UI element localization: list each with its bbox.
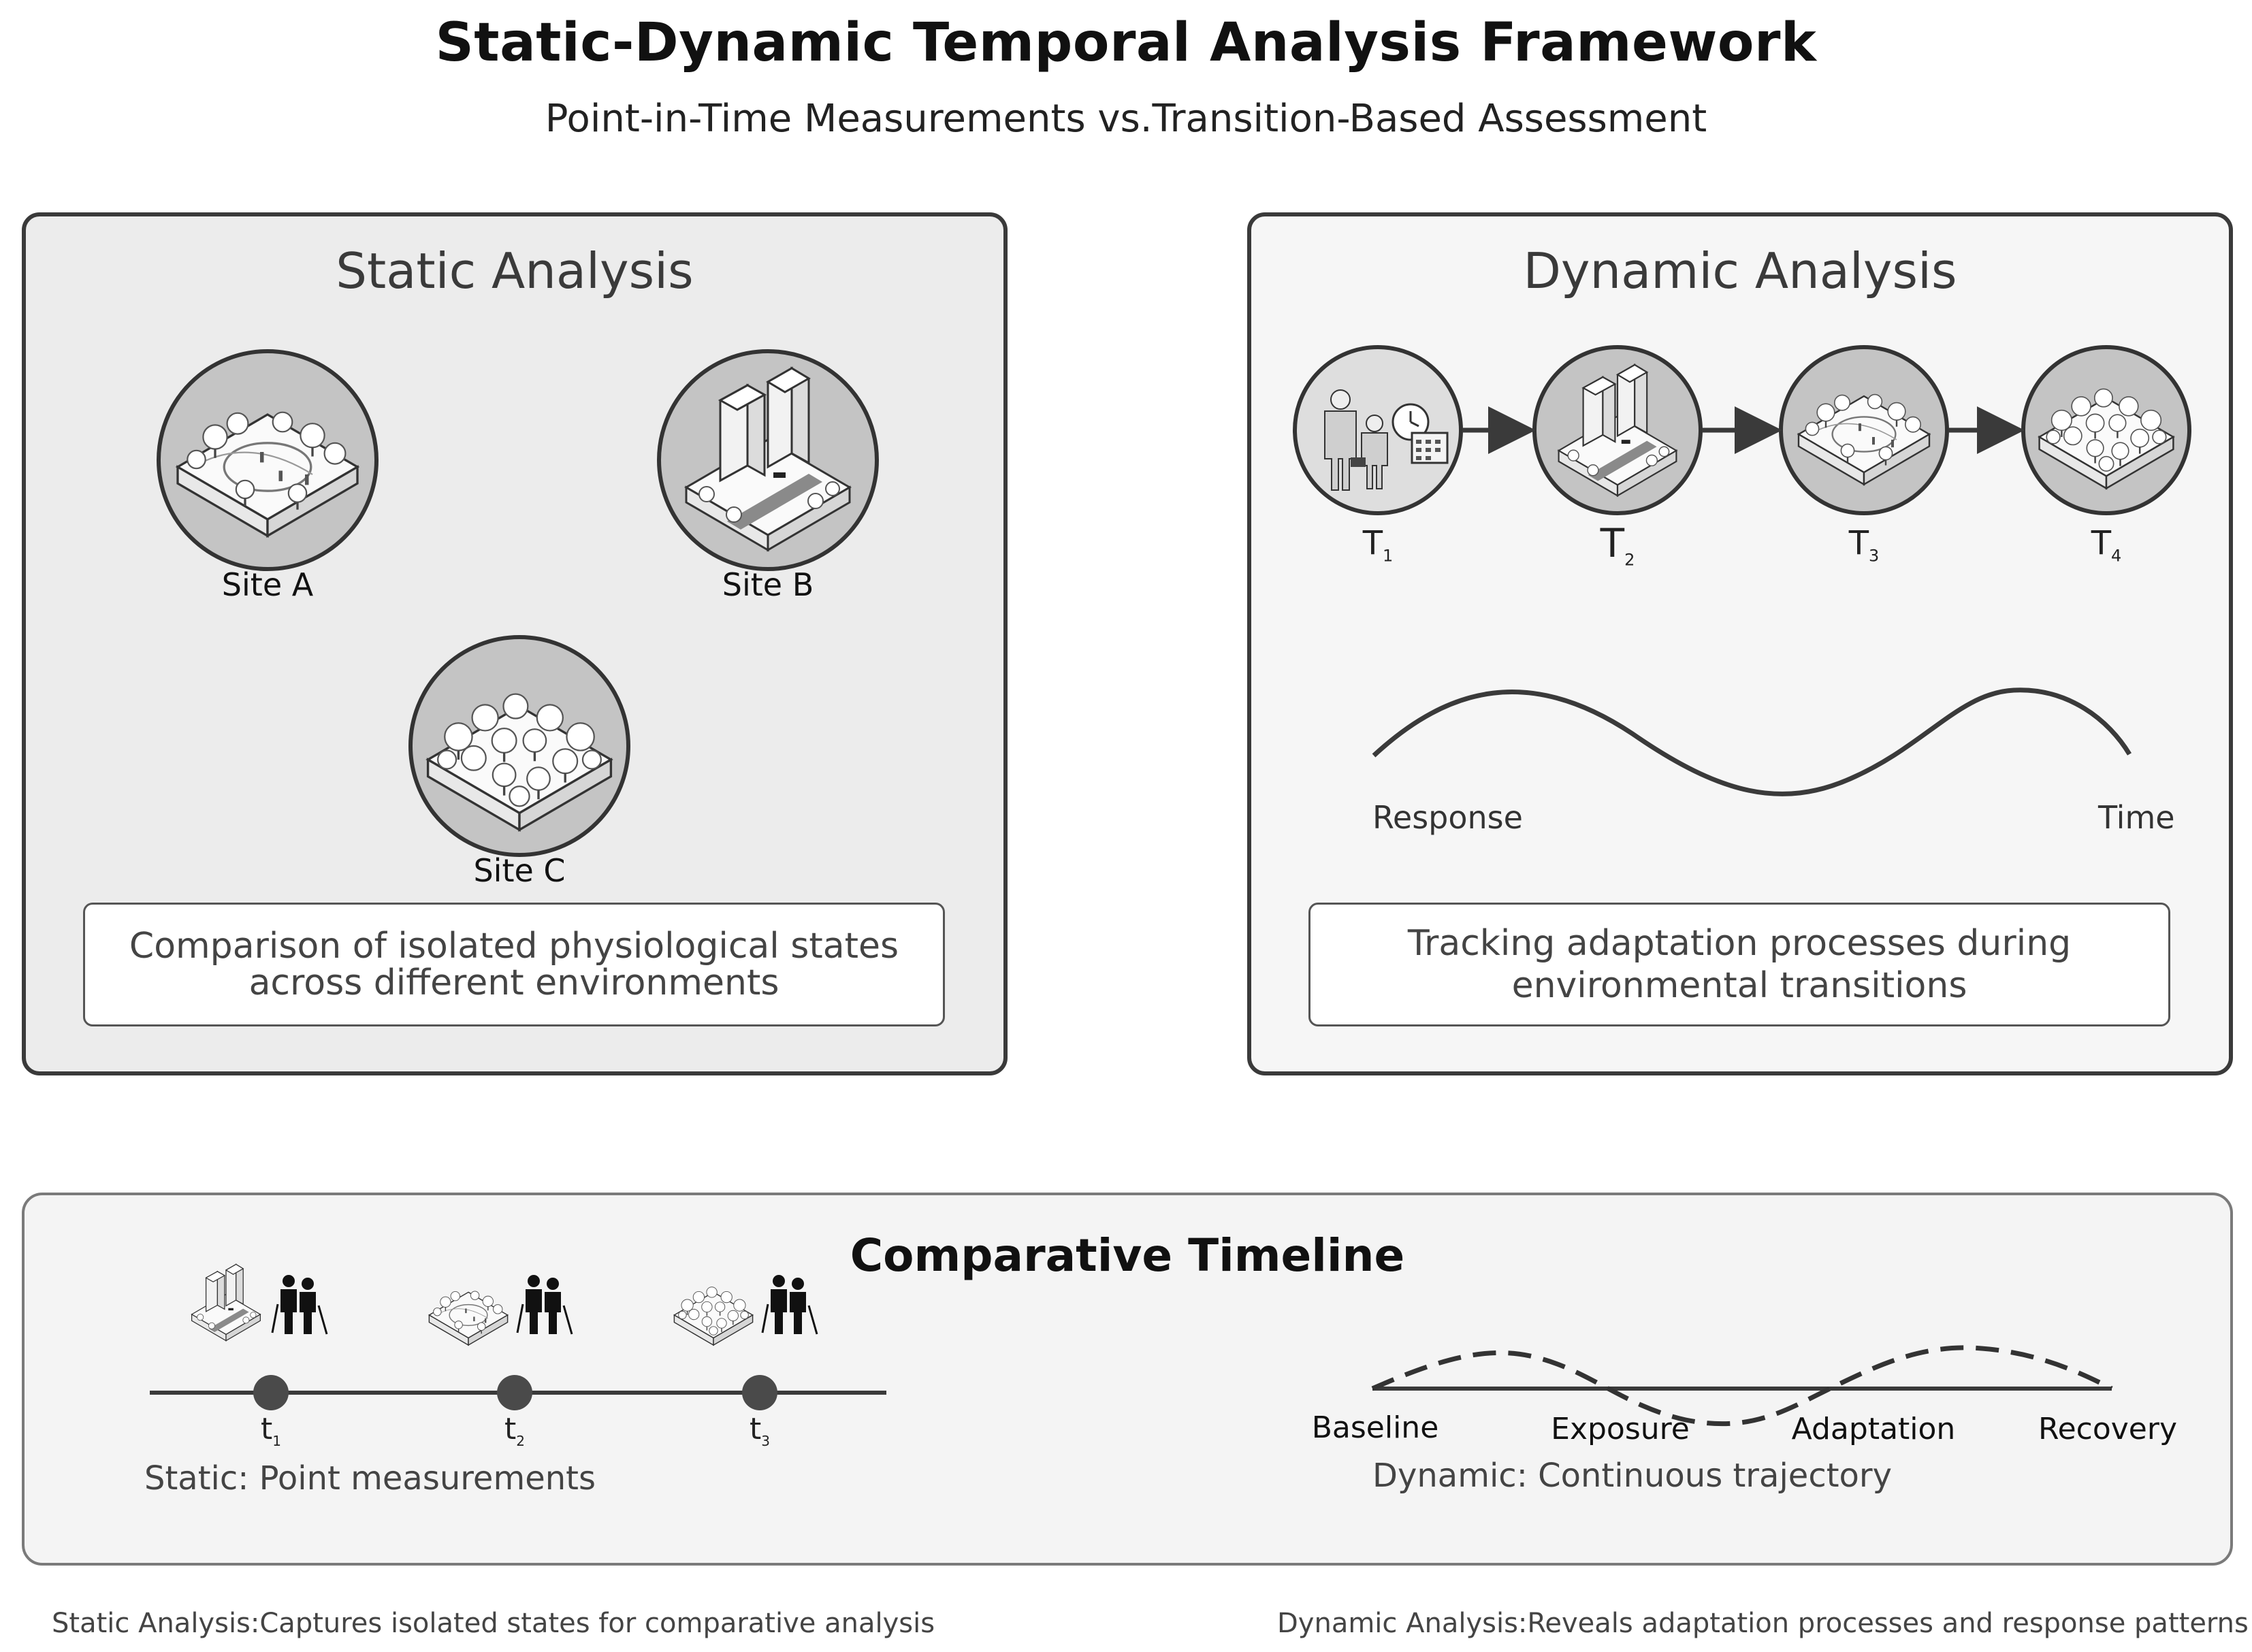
static-marker-t1	[253, 1375, 289, 1410]
response-curve	[1374, 690, 2129, 794]
static-t2-environment-icon	[429, 1291, 507, 1345]
t3-label: $T_3$	[1848, 524, 1880, 566]
t3-park-icon	[1781, 347, 1947, 513]
site-b-label: Site B	[722, 566, 814, 603]
dynamic-description-box	[1308, 903, 2170, 1026]
response-label: Response	[1372, 799, 1523, 836]
phase-adaptation: Adaptation	[1791, 1412, 1956, 1446]
static-analysis-panel	[22, 212, 1008, 1075]
static-t2-walkers-icon	[517, 1275, 572, 1334]
time-label: Time	[2098, 799, 2175, 836]
static-description-box	[83, 903, 945, 1026]
timeline-graphic	[25, 1195, 2236, 1568]
t2-label: $T_2$	[1600, 520, 1635, 570]
comparative-timeline-panel	[22, 1193, 2233, 1566]
dynamic-caption: Dynamic: Continuous trajectory	[1372, 1457, 1893, 1495]
dynamic-description-line2: environmental transitions	[1511, 965, 1967, 1006]
static-tick-t1: $t_1$	[261, 1412, 281, 1449]
static-t3-walkers-icon	[762, 1275, 817, 1334]
static-marker-t2	[497, 1375, 532, 1410]
phase-recovery: Recovery	[2038, 1412, 2177, 1446]
static-marker-t3	[742, 1375, 777, 1410]
main-title: Static-Dynamic Temporal Analysis Framework	[435, 12, 1817, 74]
static-description-line2: across different environments	[248, 962, 779, 1003]
timeline-heading: Comparative Timeline	[850, 1229, 1405, 1282]
t1-people-calendar-icon	[1295, 347, 1461, 513]
footer-static-note: Static Analysis:Captures isolated states for comparative analysis	[52, 1608, 935, 1639]
static-tick-t2: $t_2$	[504, 1412, 525, 1449]
static-t1-environment-icon	[192, 1265, 261, 1341]
t1-label: $T_1$	[1362, 524, 1394, 566]
phase-exposure: Exposure	[1551, 1412, 1690, 1446]
footer-dynamic-note: Dynamic Analysis:Reveals adaptation processes and response patterns	[1277, 1608, 2249, 1639]
dynamic-analysis-panel	[1247, 212, 2233, 1075]
static-caption: Static: Point measurements	[144, 1459, 596, 1497]
site-a-icon	[159, 351, 376, 569]
site-a-label: Site A	[221, 566, 314, 603]
site-c-icon	[411, 637, 628, 855]
static-panel-heading: Static Analysis	[336, 242, 694, 299]
static-t1-walkers-icon	[272, 1275, 327, 1334]
t4-label: $T_4$	[2091, 524, 2122, 566]
t2-high-rise-icon	[1534, 347, 1701, 513]
static-description-line1: Comparison of isolated physiological states	[129, 926, 899, 967]
dynamic-panel-heading: Dynamic Analysis	[1523, 242, 1957, 299]
dynamic-trajectory-curve	[1372, 1348, 2112, 1424]
static-tick-t3: $t_3$	[750, 1412, 770, 1449]
phase-baseline: Baseline	[1311, 1410, 1439, 1445]
dynamic-description-line1: Tracking adaptation processes during	[1407, 923, 2072, 964]
site-c-label: Site C	[473, 852, 566, 889]
subtitle: Point-in-Time Measurements vs.Transition-Based Assessment	[545, 97, 1707, 141]
site-b-icon	[659, 351, 877, 569]
t4-forest-icon	[2023, 347, 2189, 513]
static-t3-environment-icon	[674, 1287, 752, 1345]
